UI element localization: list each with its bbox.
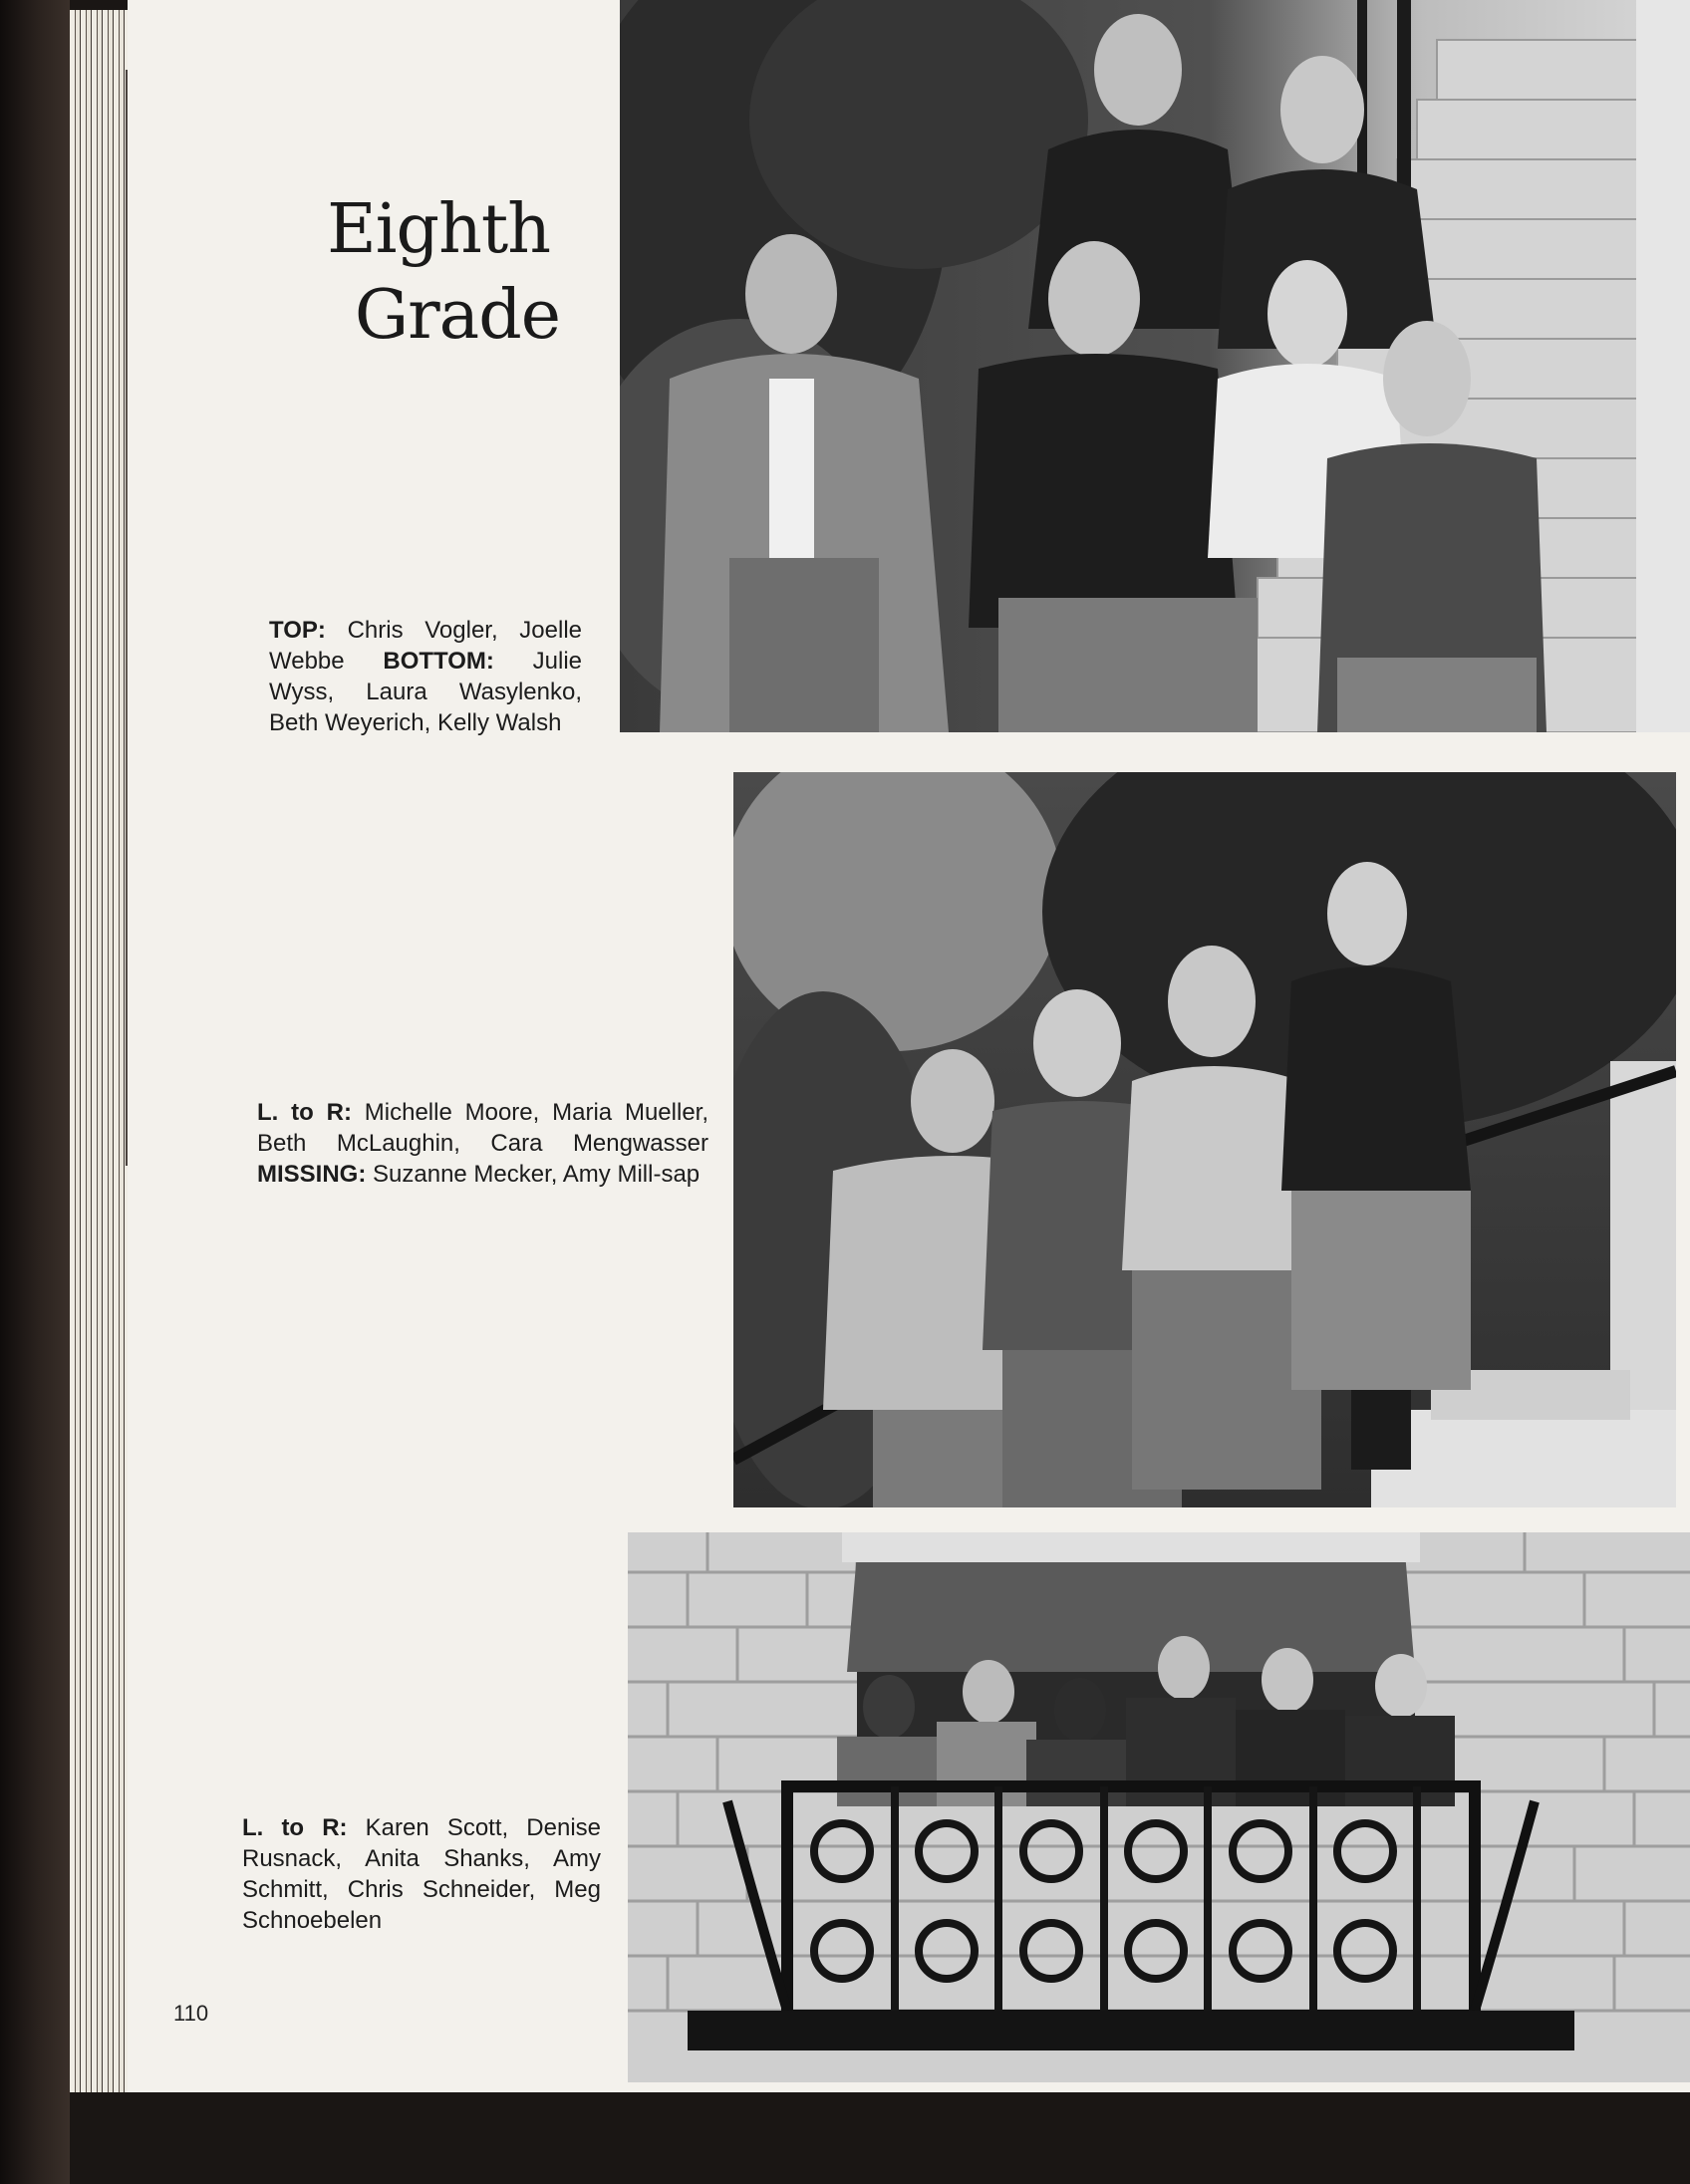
scan-bottom-edge [70,2092,1690,2184]
caption-label-left-to-right: L. to R: [242,1814,348,1841]
caption-label-missing: MISSING: [257,1161,367,1188]
book-binding [0,0,70,2184]
page-number: 110 [173,2001,209,2026]
title-line-2: Grade [354,276,560,355]
caption-names-missing: Suzanne Mecker, Amy Mill-sap [366,1161,701,1188]
caption-label-top: TOP: [269,617,326,644]
caption-bottom-photo [242,1812,601,1936]
photo-group-on-steps [620,0,1690,732]
page-title [225,187,564,359]
title-line-1: Eighth [327,190,550,269]
caption-names: Michelle Moore, Maria Mueller, Beth McLaughin, Cara Mengwasser [257,1099,709,1157]
caption-names-top: Chris Vogler, Joelle Webbe [269,617,582,675]
caption-label-bottom: BOTTOM: [383,648,494,675]
caption-names: Karen Scott, Denise Rusnack, Anita Shanks, Amy Schmitt, Chris Schneider, Meg Schnoebelen [242,1814,602,1934]
caption-names-bottom: Julie Wyss, Laura Wasylenko, Beth Weyerich, Kelly Walsh [269,648,583,736]
caption-label-left-to-right: L. to R: [257,1099,352,1126]
photo-group-on-balcony [628,1532,1690,2082]
caption-top-photo [269,615,582,738]
caption-middle-photo [257,1097,708,1190]
photo-group-by-railing [733,772,1676,1507]
